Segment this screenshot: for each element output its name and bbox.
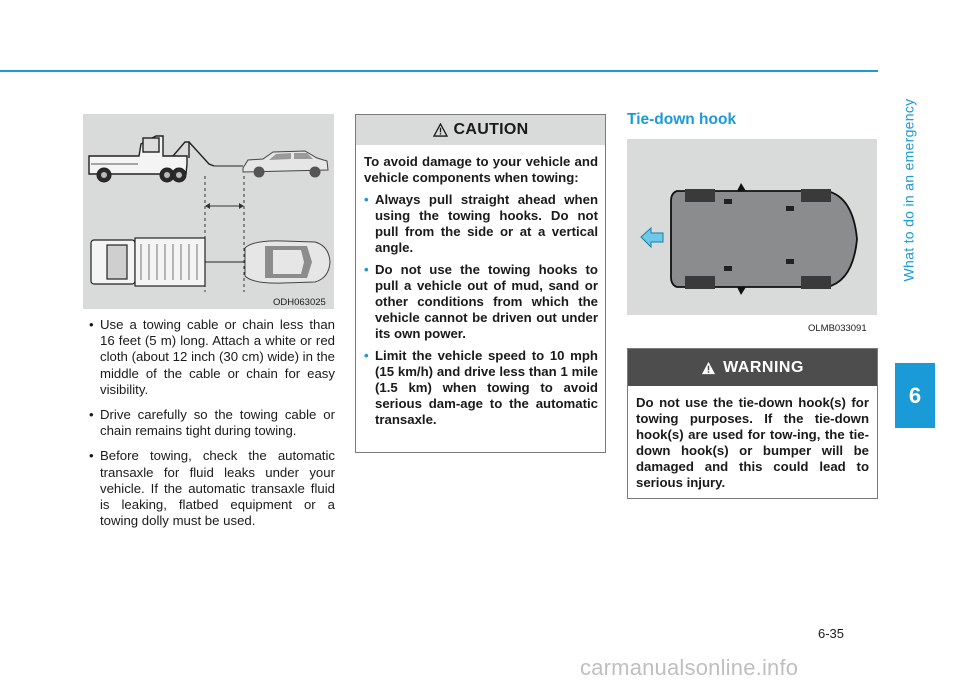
- watermark: carmanualsonline.info: [580, 655, 799, 680]
- warning-box: [627, 348, 878, 499]
- warning-text: Do not use the tie-down hook(s) for towing purposes. If the tie-down hook(s) are used for tow-ing, the tie-down hook(s) or bumper will be damaged and this could lead to serious injury.: [636, 395, 869, 490]
- vehicle-underbody-illustration: [627, 139, 877, 315]
- caution-box: [355, 114, 606, 453]
- towing-illustration: [83, 114, 334, 309]
- warning-heading: WARNING: [723, 358, 804, 376]
- caution-item: • Always pull straight ahead when using the towing hooks. Do not pull from the side or at a vertical angle.: [364, 192, 598, 256]
- caution-item: • Do not use the towing hooks to pull a vehicle out of mud, sand or other conditions from which the vehicle cannot be driven out under its own power.: [364, 262, 598, 342]
- header-rule: [0, 70, 878, 72]
- caution-header: [356, 115, 605, 145]
- warning-header: [628, 349, 877, 386]
- figure-code-tie-down: OLMB033091: [808, 323, 867, 334]
- towing-instruction-item: • Before towing, check the automatic transaxle for fluid leaks under your vehicle. If the automatic transaxle fluid is leaking, flatbed equipment or a towing dolly must be used.: [89, 448, 335, 529]
- warning-triangle-icon: [433, 123, 448, 137]
- tie-down-illustration: [627, 139, 877, 315]
- warning-triangle-icon: [701, 361, 716, 375]
- figure-code-towing: ODH063025: [273, 297, 326, 308]
- page-number: 6-35: [818, 626, 845, 641]
- towing-instruction-item: • Use a towing cable or chain less than 16 feet (5 m) long. Attach a white or red cloth (about 12 inch (30 cm) wide) in the middle of the cable or chain for easy visibility.: [89, 317, 335, 398]
- chapter-side-title: What to do in an emergency: [900, 98, 916, 282]
- caution-item: • Limit the vehicle speed to 10 mph (15 km/h) and drive less than 1 mile (1.5 km) when towing to avoid serious dam-age to the automatic transaxle.: [364, 348, 598, 428]
- caution-intro: To avoid damage to your vehicle and vehicle components when towing:: [364, 154, 598, 185]
- chapter-number-tab: 6: [895, 363, 935, 428]
- caution-heading: CAUTION: [453, 121, 529, 138]
- towing-instructions-list: [89, 317, 335, 538]
- tow-truck-side-view-illustration: [83, 114, 334, 309]
- section-title-tie-down: Tie-down hook: [627, 111, 737, 128]
- towing-instruction-item: • Drive carefully so the towing cable or chain remains tight during towing.: [89, 407, 335, 439]
- caution-list: [364, 192, 598, 428]
